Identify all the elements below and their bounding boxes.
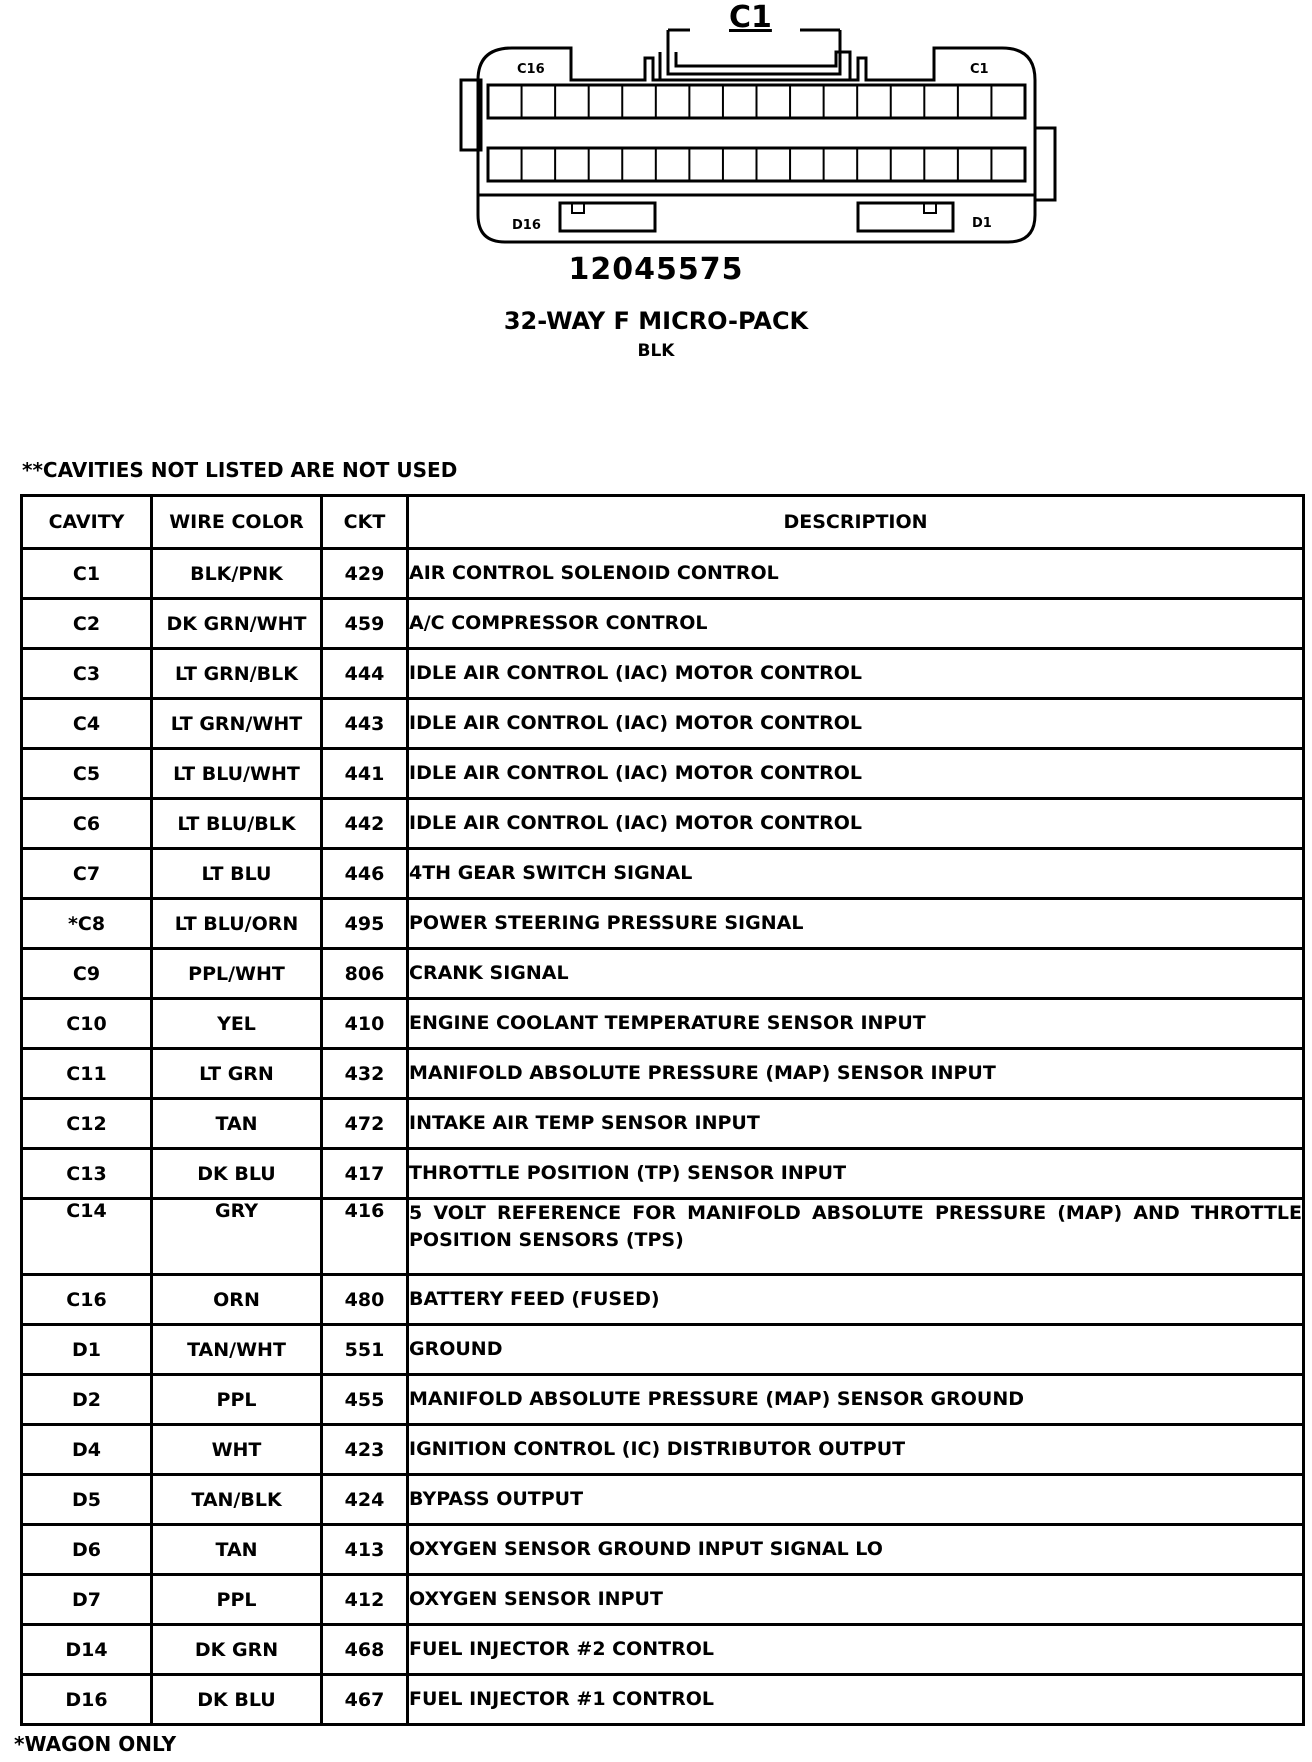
- table-row: [22, 1099, 1304, 1149]
- wire-color-cell: ORN: [152, 1275, 322, 1325]
- wire-color-cell: PPL: [152, 1375, 322, 1425]
- wire-color-cell: WHT: [152, 1425, 322, 1475]
- wire-color-cell: TAN: [152, 1525, 322, 1575]
- unused-cavities-note: **CAVITIES NOT LISTED ARE NOT USED: [22, 458, 458, 482]
- wire-color-cell: GRY: [152, 1199, 322, 1275]
- table-row: [22, 1425, 1304, 1475]
- pin-label-c16: C16: [517, 62, 545, 77]
- description-cell: BATTERY FEED (FUSED): [408, 1275, 1304, 1325]
- ckt-cell: 442: [322, 799, 408, 849]
- table-row: [22, 549, 1304, 599]
- cavity-cell: C7: [22, 849, 152, 899]
- ckt-cell: 424: [322, 1475, 408, 1525]
- wire-color-cell: LT BLU/BLK: [152, 799, 322, 849]
- ckt-cell: 480: [322, 1275, 408, 1325]
- wire-color-cell: TAN/WHT: [152, 1325, 322, 1375]
- ckt-cell: 441: [322, 749, 408, 799]
- header-ckt: CKT: [322, 496, 408, 549]
- wagon-only-footnote: *WAGON ONLY: [14, 1732, 177, 1756]
- description-cell: 4TH GEAR SWITCH SIGNAL: [408, 849, 1304, 899]
- table-row: [22, 1525, 1304, 1575]
- cavity-cell: C14: [22, 1199, 152, 1275]
- description-cell: IGNITION CONTROL (IC) DISTRIBUTOR OUTPUT: [408, 1425, 1304, 1475]
- ckt-cell: 455: [322, 1375, 408, 1425]
- ckt-cell: 495: [322, 899, 408, 949]
- cavity-cell: C11: [22, 1049, 152, 1099]
- description-cell: THROTTLE POSITION (TP) SENSOR INPUT: [408, 1149, 1304, 1199]
- cavity-cell: C10: [22, 999, 152, 1049]
- wire-color-cell: DK GRN/WHT: [152, 599, 322, 649]
- description-cell: FUEL INJECTOR #2 CONTROL: [408, 1625, 1304, 1675]
- cavity-cell: C1: [22, 549, 152, 599]
- cavity-cell: C5: [22, 749, 152, 799]
- wire-color-cell: LT GRN/WHT: [152, 699, 322, 749]
- ckt-cell: 412: [322, 1575, 408, 1625]
- header-cavity: CAVITY: [22, 496, 152, 549]
- wire-color-cell: YEL: [152, 999, 322, 1049]
- table-row: [22, 1275, 1304, 1325]
- header-description: DESCRIPTION: [408, 496, 1304, 549]
- cavity-cell: D4: [22, 1425, 152, 1475]
- header-wire-color: WIRE COLOR: [152, 496, 322, 549]
- table-row: [22, 1475, 1304, 1525]
- table-row: [22, 799, 1304, 849]
- ckt-cell: 446: [322, 849, 408, 899]
- ckt-cell: 472: [322, 1099, 408, 1149]
- cavity-cell: D5: [22, 1475, 152, 1525]
- connector-color: BLK: [637, 341, 675, 361]
- wire-color-cell: LT BLU/ORN: [152, 899, 322, 949]
- wire-color-cell: TAN/BLK: [152, 1475, 322, 1525]
- ckt-cell: 551: [322, 1325, 408, 1375]
- cavity-cell: C4: [22, 699, 152, 749]
- ckt-cell: 423: [322, 1425, 408, 1475]
- ckt-cell: 432: [322, 1049, 408, 1099]
- connector-face-drawing: [0, 0, 1312, 250]
- wire-color-cell: DK GRN: [152, 1625, 322, 1675]
- wire-color-cell: PPL/WHT: [152, 949, 322, 999]
- description-cell: ENGINE COOLANT TEMPERATURE SENSOR INPUT: [408, 999, 1304, 1049]
- description-cell: BYPASS OUTPUT: [408, 1475, 1304, 1525]
- cavity-cell: C6: [22, 799, 152, 849]
- table-row: [22, 1049, 1304, 1099]
- part-number: 12045575: [568, 252, 744, 287]
- pin-label-d1: D1: [972, 216, 992, 231]
- table-row: [22, 1625, 1304, 1675]
- description-cell: 5 VOLT REFERENCE FOR MANIFOLD ABSOLUTE PRESSURE (MAP) AND THROTTLE POSITION SENSORS (TPS): [408, 1199, 1304, 1275]
- table-row: [22, 949, 1304, 999]
- table-row: [22, 999, 1304, 1049]
- table-row: [22, 1375, 1304, 1425]
- cavity-cell: C16: [22, 1275, 152, 1325]
- description-cell: INTAKE AIR TEMP SENSOR INPUT: [408, 1099, 1304, 1149]
- pin-label-c1: C1: [970, 62, 989, 77]
- wire-color-cell: LT BLU/WHT: [152, 749, 322, 799]
- table-row: [22, 1199, 1304, 1275]
- cavity-cell: D6: [22, 1525, 152, 1575]
- cavity-cell: D14: [22, 1625, 152, 1675]
- description-cell: CRANK SIGNAL: [408, 949, 1304, 999]
- cavity-cell: *C8: [22, 899, 152, 949]
- ckt-cell: 467: [322, 1675, 408, 1725]
- table-row: [22, 649, 1304, 699]
- cavity-cell: D2: [22, 1375, 152, 1425]
- ckt-cell: 459: [322, 599, 408, 649]
- ckt-cell: 468: [322, 1625, 408, 1675]
- cavity-cell: C9: [22, 949, 152, 999]
- cavity-cell: D7: [22, 1575, 152, 1625]
- description-cell: MANIFOLD ABSOLUTE PRESSURE (MAP) SENSOR INPUT: [408, 1049, 1304, 1099]
- table-row: [22, 599, 1304, 649]
- cavity-cell: C3: [22, 649, 152, 699]
- cavity-cell: C13: [22, 1149, 152, 1199]
- description-cell: OXYGEN SENSOR GROUND INPUT SIGNAL LO: [408, 1525, 1304, 1575]
- connector-title: C1: [729, 0, 772, 35]
- ckt-cell: 444: [322, 649, 408, 699]
- description-cell: MANIFOLD ABSOLUTE PRESSURE (MAP) SENSOR GROUND: [408, 1375, 1304, 1425]
- description-cell: A/C COMPRESSOR CONTROL: [408, 599, 1304, 649]
- wire-color-cell: LT BLU: [152, 849, 322, 899]
- connector-description: 32-WAY F MICRO-PACK: [503, 307, 809, 335]
- wire-color-cell: LT GRN: [152, 1049, 322, 1099]
- wire-color-cell: LT GRN/BLK: [152, 649, 322, 699]
- description-cell: AIR CONTROL SOLENOID CONTROL: [408, 549, 1304, 599]
- description-cell: FUEL INJECTOR #1 CONTROL: [408, 1675, 1304, 1725]
- description-cell: IDLE AIR CONTROL (IAC) MOTOR CONTROL: [408, 749, 1304, 799]
- ckt-cell: 410: [322, 999, 408, 1049]
- table-row: [22, 899, 1304, 949]
- cavity-cell: C12: [22, 1099, 152, 1149]
- ckt-cell: 429: [322, 549, 408, 599]
- description-cell: GROUND: [408, 1325, 1304, 1375]
- pin-label-d16: D16: [512, 218, 541, 233]
- description-cell: IDLE AIR CONTROL (IAC) MOTOR CONTROL: [408, 799, 1304, 849]
- ckt-cell: 417: [322, 1149, 408, 1199]
- ckt-cell: 416: [322, 1199, 408, 1275]
- pinout-table: [20, 494, 1305, 1726]
- table-row: [22, 1325, 1304, 1375]
- table-row: [22, 849, 1304, 899]
- table-row: [22, 1149, 1304, 1199]
- cavity-cell: D1: [22, 1325, 152, 1375]
- cavity-cell: C2: [22, 599, 152, 649]
- ckt-cell: 443: [322, 699, 408, 749]
- table-row: [22, 749, 1304, 799]
- cavity-cell: D16: [22, 1675, 152, 1725]
- wire-color-cell: BLK/PNK: [152, 549, 322, 599]
- table-row: [22, 1575, 1304, 1625]
- ckt-cell: 413: [322, 1525, 408, 1575]
- wire-color-cell: DK BLU: [152, 1149, 322, 1199]
- wire-color-cell: PPL: [152, 1575, 322, 1625]
- description-cell: OXYGEN SENSOR INPUT: [408, 1575, 1304, 1625]
- table-row: [22, 1675, 1304, 1725]
- description-cell: IDLE AIR CONTROL (IAC) MOTOR CONTROL: [408, 649, 1304, 699]
- table-header-row: [22, 496, 1304, 549]
- description-cell: IDLE AIR CONTROL (IAC) MOTOR CONTROL: [408, 699, 1304, 749]
- wire-color-cell: DK BLU: [152, 1675, 322, 1725]
- table-row: [22, 699, 1304, 749]
- description-cell: POWER STEERING PRESSURE SIGNAL: [408, 899, 1304, 949]
- wire-color-cell: TAN: [152, 1099, 322, 1149]
- ckt-cell: 806: [322, 949, 408, 999]
- connector-diagram: [0, 0, 1312, 360]
